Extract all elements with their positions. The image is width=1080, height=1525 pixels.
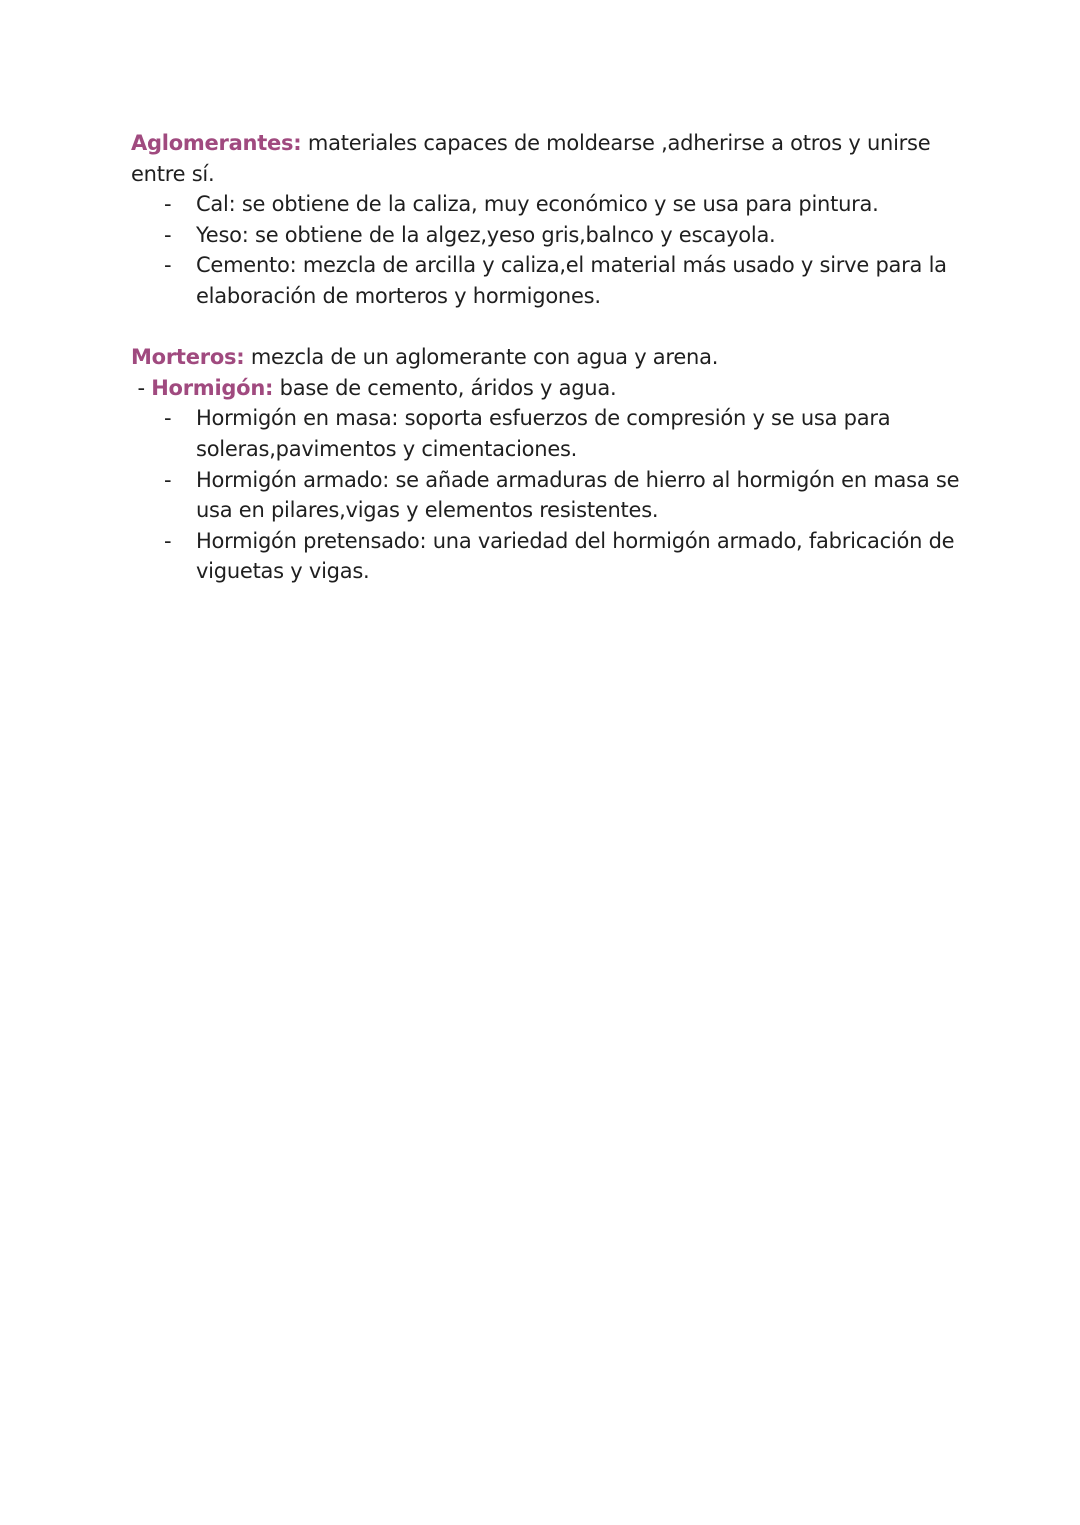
aglomerantes-term: Aglomerantes: [131,131,302,155]
bullet-dash: - [164,192,172,217]
hormigon-list [131,403,971,587]
list-item [131,465,971,526]
aglomerantes-definition: materiales capaces de moldearse ,adherirse a otros y unirse entre sí. [131,131,931,186]
aglomerantes-paragraph [131,128,971,189]
bullet-dash: - [164,406,172,431]
morteros-paragraph [131,342,971,373]
morteros-definition: mezcla de un aglomerante con agua y arena. [244,345,719,370]
hormigon-definition: base de cemento, áridos y agua. [273,375,617,400]
paragraph-gap [131,312,971,343]
list-item-text: Hormigón armado: se añade armaduras de hierro al hormigón en masa se usa en pilares,vigas y elementos resistentes. [196,467,960,523]
list-item-text: Cemento: mezcla de arcilla y caliza,el material más usado y sirve para la elaboración de morteros y hormigones. [196,253,947,308]
document-page [131,128,971,587]
list-item [131,189,971,220]
bullet-dash: - [164,467,172,492]
list-item [131,526,971,587]
morteros-term: Morteros: [131,345,245,370]
list-item-text: Hormigón en masa: soporta esfuerzos de compresión y se usa para soleras,pavimentos y cimentaciones. [196,406,891,461]
hormigon-paragraph [131,373,971,404]
list-item [131,250,971,311]
list-item [131,220,971,251]
bullet-dash: - [164,253,172,278]
list-item-text: Yeso: se obtiene de la algez,yeso gris,balnco y escayola. [196,222,776,247]
list-item-text: Hormigón pretensado: una variedad del hormigón armado, fabricación de viguetas y vigas. [196,528,955,584]
hormigon-term: Hormigón: [151,375,274,400]
hormigon-dash: - [137,375,152,400]
list-item [131,403,971,464]
bullet-dash: - [164,528,172,553]
bullet-dash: - [164,222,172,247]
aglomerantes-list [131,189,971,311]
list-item-text: Cal: se obtiene de la caliza, muy económico y se usa para pintura. [196,192,879,217]
